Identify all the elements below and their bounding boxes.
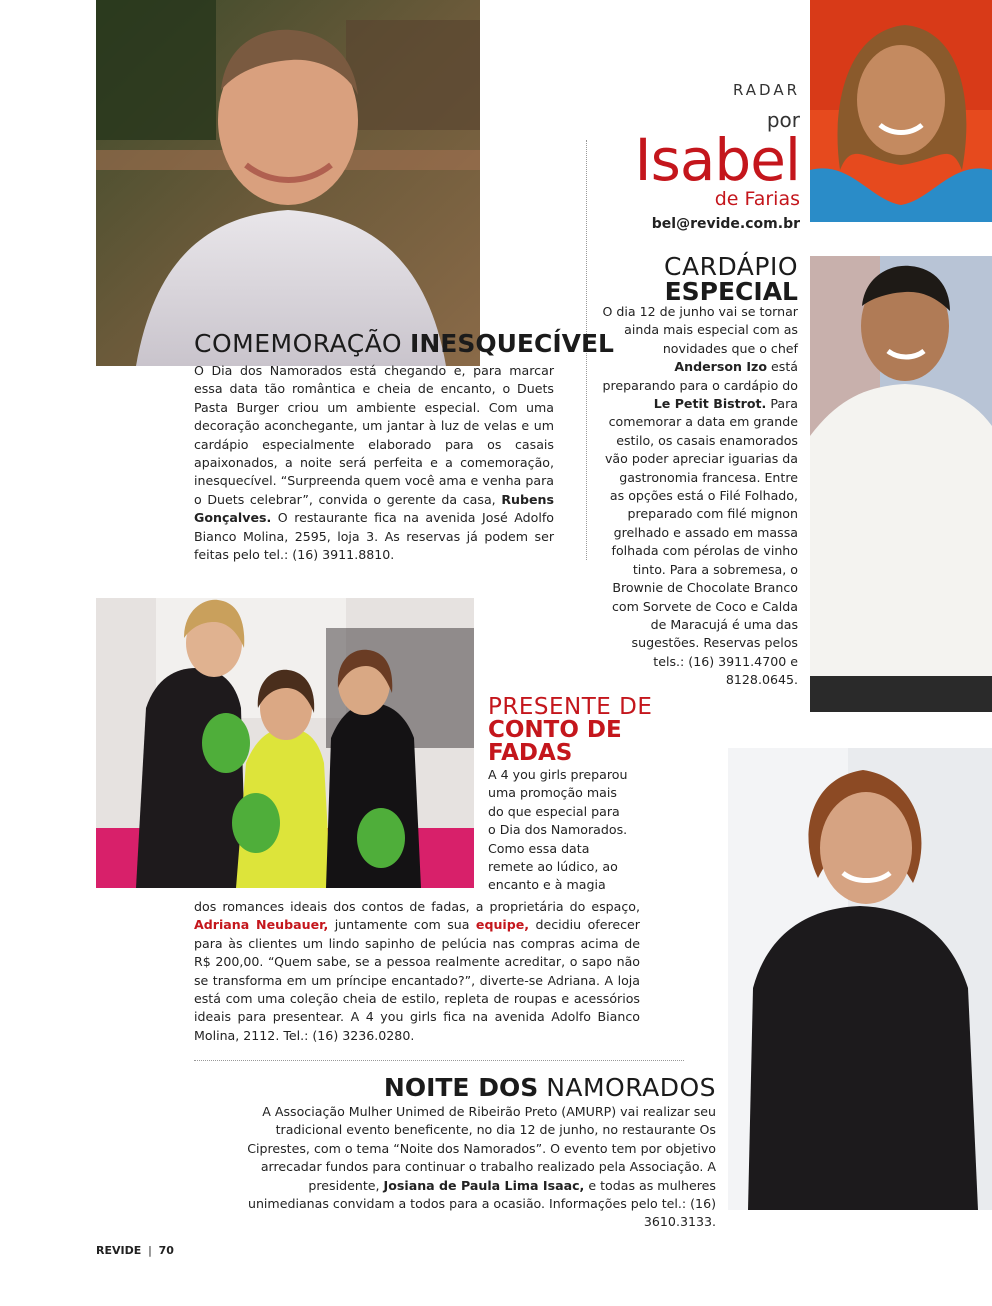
name-josiana: Josiana de Paula Lima Isaac, bbox=[383, 1177, 585, 1193]
section-label: RADAR bbox=[732, 81, 800, 99]
name-rubens: Rubens Gonçalves. bbox=[194, 491, 554, 526]
headline-presente: PRESENTE DE CONTO DE FADAS bbox=[488, 694, 653, 766]
photo-isabel bbox=[810, 0, 992, 222]
headline-cardapio: CARDÁPIO ESPECIAL bbox=[664, 252, 798, 306]
photo-anderson bbox=[810, 256, 992, 712]
name-le-petit-bistrot: Le Petit Bistrot. bbox=[653, 396, 767, 412]
name-anderson: Anderson Izo bbox=[674, 359, 768, 375]
author-name: Isabel bbox=[634, 126, 800, 194]
byline-por: por bbox=[766, 108, 800, 132]
byline bbox=[500, 80, 800, 234]
footer-separator: | bbox=[148, 1244, 152, 1257]
section-divider bbox=[194, 1060, 684, 1061]
article-noite: A Associação Mulher Unimed de Ribeirão Preto (AMURP) vai realizar seu tradicional evento beneficente, no dia 12 de junho, no restaurante Os Ciprestes, com o tema “Noite dos Namorados”. O evento tem por objetivo arrecadar fundos para continuar o trabalho realizado pela Associação. A presidente, Josiana de Paula Lima Isaac, e todas as mulheres unimedianas convidam a todos para a ocasião. Informações pelo tel.: (16) 3610.3133. bbox=[247, 1104, 716, 1230]
page-footer bbox=[96, 1244, 174, 1257]
headline-comemoracao: COMEMORAÇÃO INESQUECÍVEL bbox=[194, 329, 614, 358]
magazine-name: REVIDE bbox=[96, 1244, 142, 1257]
article-presente-body: dos romances ideais dos contos de fadas, a proprietária do espaço, Adriana Neubauer, juntamente com sua equipe, decidiu oferecer para às clientes um lindo sapinho de pelúcia nas compras acima de R$ 200,00. “Quem sabe, se a pessoa realmente acreditar, o sapo não se transforma em um príncipe encantado?”, diverte-se Adriana. A loja está com uma coleção cheia de estilo, repleta de roupas e acessórios ideais para presentear. A 4 you girls fica na avenida Adolfo Bianco Molina, 2112. Tel.: (16) 3236.0280. bbox=[194, 899, 640, 1043]
word-equipe: equipe, bbox=[475, 917, 530, 933]
page-number: 70 bbox=[158, 1244, 174, 1257]
article-comemoracao: O Dia dos Namorados está chegando e, para marcar essa data tão romântica e cheia de encanto, o Duets Pasta Burger criou um ambiente especial. Com uma decoração aconchegante, um jantar à luz de velas e um cardápio especialmente elaborado para os casais apaixonados, a noite será perfeita e a comemoração, inesquecível. “Surpreenda quem você ama e venha para o Duets celebrar”, convida o gerente da casa, Rubens Gonçalves. O restaurante fica na avenida José Adolfo Bianco Molina, 2595, loja 3. As reservas já podem ser feitas pelo tel.: (16) 3911.8810. bbox=[194, 363, 554, 563]
photo-4you-girls bbox=[96, 598, 474, 888]
article-presente-intro: A 4 you girls preparou uma promoção mais do que especial para o Dia dos Namorados. Como essa data remete ao lúdico, ao encanto e à magia bbox=[488, 767, 628, 893]
author-surname: de Farias bbox=[714, 188, 800, 210]
photo-rubens bbox=[96, 0, 480, 366]
name-adriana: Adriana Neubauer, bbox=[194, 917, 329, 933]
photo-josiana bbox=[728, 748, 992, 1210]
article-cardapio: O dia 12 de junho vai se tornar ainda mais especial com as novidades que o chef Anderson Izo está preparando para o cardápio do Le Petit Bistrot. Para comemorar a data em grande estilo, os casais enamorados vão poder apreciar iguarias da gastronomia francesa. Entre as opções está o Filé Folhado, preparado com filé mignon grelhado e assado em massa folhada com pérolas de vinho tinto. Para a sobremesa, o Brownie de Chocolate Branco com Sorvete de Coco e Calda de Maracujá é uma das sugestões. Reservas pelos tels.: (16) 3911.4700 e 8128.0645. bbox=[602, 304, 798, 688]
author-email: bel@revide.com.br bbox=[651, 216, 800, 232]
headline-noite: NOITE DOS NAMORADOS bbox=[383, 1073, 716, 1102]
